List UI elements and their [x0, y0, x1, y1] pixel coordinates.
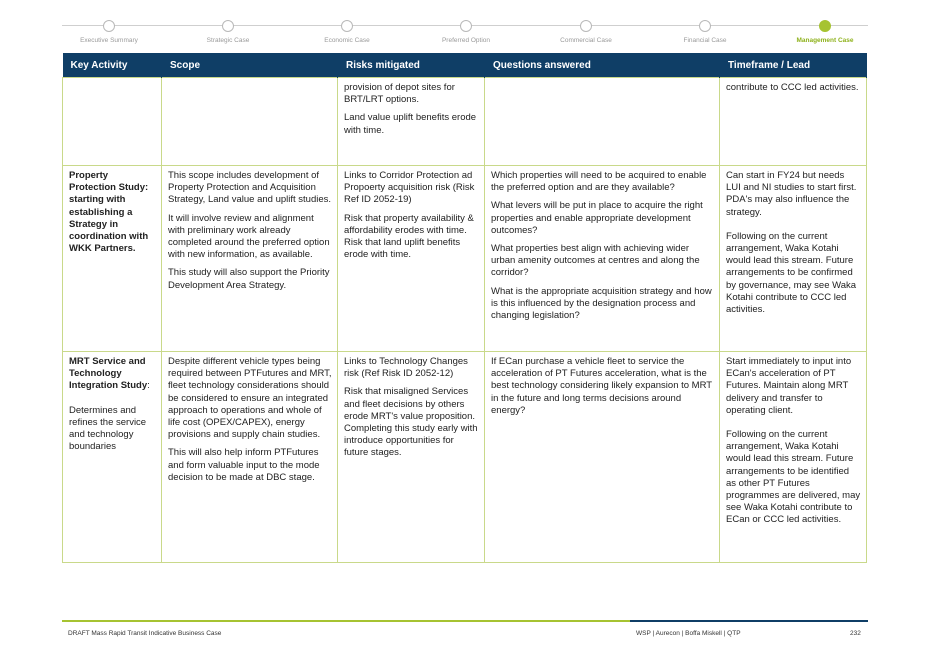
- cell-scope: [162, 166, 338, 352]
- cell-timeframe: [720, 352, 867, 563]
- cell-text: Despite different vehicle types being required between PTFutures and MRT, fleet technology considerations should be considered to ensure an integrated approach to operations and whole of life cost (OPEX/CAPEX), energy provisions and supply chain studies.: [168, 356, 332, 441]
- cell-questions: [485, 78, 720, 166]
- activity-title-text: MRT Service and Technology Integration Study: [69, 356, 148, 392]
- cell-scope: [162, 78, 338, 166]
- cell-text: Risk that misaligned Services and fleet decisions by others erode MRT's value proposition. Completing this study early with introduce opportunities for future stages.: [344, 386, 478, 459]
- management-activities-table: [62, 53, 867, 563]
- cell-text: If ECan purchase a vehicle fleet to service the acceleration of PT Futures acceleration, what is the best technology considering likely expansion to MRT in the future and long terms decisions around energy?: [491, 356, 712, 416]
- cell-text: This will also help inform PTFutures and form valuable input to the mode decision to be made at DBC stage.: [168, 447, 320, 483]
- cell-text: contribute to CCC led activities.: [726, 82, 859, 93]
- cell-text: What is the appropriate acquisition strategy and how is this influenced by the designation process and changing legislation?: [491, 285, 712, 322]
- step-label: Management Case: [796, 37, 854, 44]
- cell-text: Start immediately to input into ECan's acceleration of PT Futures. Maintain along MRT delivery and transfer to operating client.: [726, 356, 852, 416]
- col-header-key-activity: Key Activity: [63, 53, 162, 78]
- section-progress-nav: [62, 18, 868, 48]
- step-label: Commercial Case: [560, 37, 612, 44]
- footer-page-number: 232: [850, 630, 861, 637]
- col-header-scope: Scope: [162, 53, 338, 78]
- cell-text: Which properties will need to be acquired to enable the preferred option and are they available?: [491, 170, 707, 194]
- step-label: Financial Case: [683, 37, 727, 44]
- col-header-risks-mitigated: Risks mitigated: [338, 53, 485, 78]
- cell-text: It will involve review and alignment with preliminary work already completed around the preferred option with new information, as available.: [168, 212, 330, 261]
- footer-bar-blue: [630, 620, 868, 622]
- cell-timeframe: [720, 166, 867, 352]
- nav-step-executive-summary[interactable]: [54, 18, 164, 44]
- step-dot-icon: [580, 20, 592, 32]
- activity-title: [69, 356, 156, 393]
- nav-step-commercial-case[interactable]: [531, 18, 641, 44]
- cell-text: Land value uplift benefits erode with time.: [344, 112, 477, 136]
- footer-consortium: WSP | Aurecon | Boffa Miskell | QTP: [636, 630, 741, 637]
- step-label: Executive Summary: [80, 37, 138, 44]
- cell-text: provision of depot sites for BRT/LRT options.: [344, 82, 455, 106]
- nav-step-strategic-case[interactable]: [173, 18, 283, 44]
- col-header-timeframe-lead: Timeframe / Lead: [720, 53, 867, 78]
- cell-questions: [485, 166, 720, 352]
- cell-text: Links to Technology Changes risk (Ref Risk ID 2052-12): [344, 356, 468, 380]
- cell-risks: [338, 166, 485, 352]
- cell-text: Links to Corridor Protection ad Propoerty acquisition risk (Risk Ref ID 2052-19): [344, 170, 475, 206]
- cell-scope: [162, 352, 338, 563]
- step-label: Preferred Option: [441, 37, 491, 44]
- step-label: Strategic Case: [206, 37, 250, 44]
- cell-text: This study will also support the Priority Development Area Strategy.: [168, 267, 330, 291]
- footer-bar-green: [62, 620, 630, 622]
- cell-activity: [63, 78, 162, 166]
- activity-subtitle: Determines and refines the service and technology boundaries: [69, 404, 147, 453]
- footer-document-title: DRAFT Mass Rapid Transit Indicative Business Case: [68, 630, 222, 637]
- cell-text: Following on the current arrangement, Waka Kotahi would lead this stream. Future arrangements to be identified as other PT Futures programmes are delivered, may see Waka Kotahi contribute to ECan or CCC led activities.: [726, 429, 861, 526]
- nav-step-preferred-option[interactable]: [411, 18, 521, 44]
- cell-risks: [338, 78, 485, 166]
- step-dot-icon: [341, 20, 353, 32]
- cell-text: This scope includes development of Property Protection and Acquisition Strategy, Land value and uplift studies.: [168, 170, 332, 206]
- table-row-continued: [63, 78, 867, 166]
- table-header-row: [63, 53, 867, 78]
- nav-step-management-case[interactable]: [770, 18, 880, 44]
- col-header-questions-answered: Questions answered: [485, 53, 720, 78]
- step-dot-icon: [699, 20, 711, 32]
- activity-title-colon: :: [147, 380, 150, 392]
- table-row-property-protection: [63, 166, 867, 352]
- cell-text: What properties best align with achieving wider urban amenity outcomes at centres and along the corridor?: [491, 243, 700, 279]
- cell-text: Risk that property availability & affordability erodes with time. Risk that land uplift benefits erode with time.: [344, 212, 474, 261]
- cell-text: Can start in FY24 but needs LUI and NI studies to start first. PDA's may also influence the strategy.: [726, 170, 857, 218]
- step-label: Economic Case: [324, 37, 370, 44]
- nav-step-financial-case[interactable]: [650, 18, 760, 44]
- step-dot-icon: [460, 20, 472, 32]
- table-row-mrt-service-technology: [63, 352, 867, 563]
- step-dot-icon: [222, 20, 234, 32]
- cell-text: Following on the current arrangement, Waka Kotahi would lead this stream. Future arrangements to be confirmed by governance, may see Waka Kotahi contribute to CCC led activities.: [726, 230, 857, 316]
- step-dot-icon: [103, 20, 115, 32]
- nav-step-economic-case[interactable]: [292, 18, 402, 44]
- cell-activity: [63, 166, 162, 352]
- activity-title: Property Protection Study: starting with establishing a Strategy in coordination with WKK Partners.: [69, 170, 149, 255]
- cell-risks: [338, 352, 485, 563]
- cell-text: What levers will be put in place to acquire the right properties and enable appropriate development outcomes?: [491, 200, 703, 236]
- cell-timeframe: [720, 78, 867, 166]
- cell-activity: [63, 352, 162, 563]
- step-dot-icon: [819, 20, 831, 32]
- cell-questions: [485, 352, 720, 563]
